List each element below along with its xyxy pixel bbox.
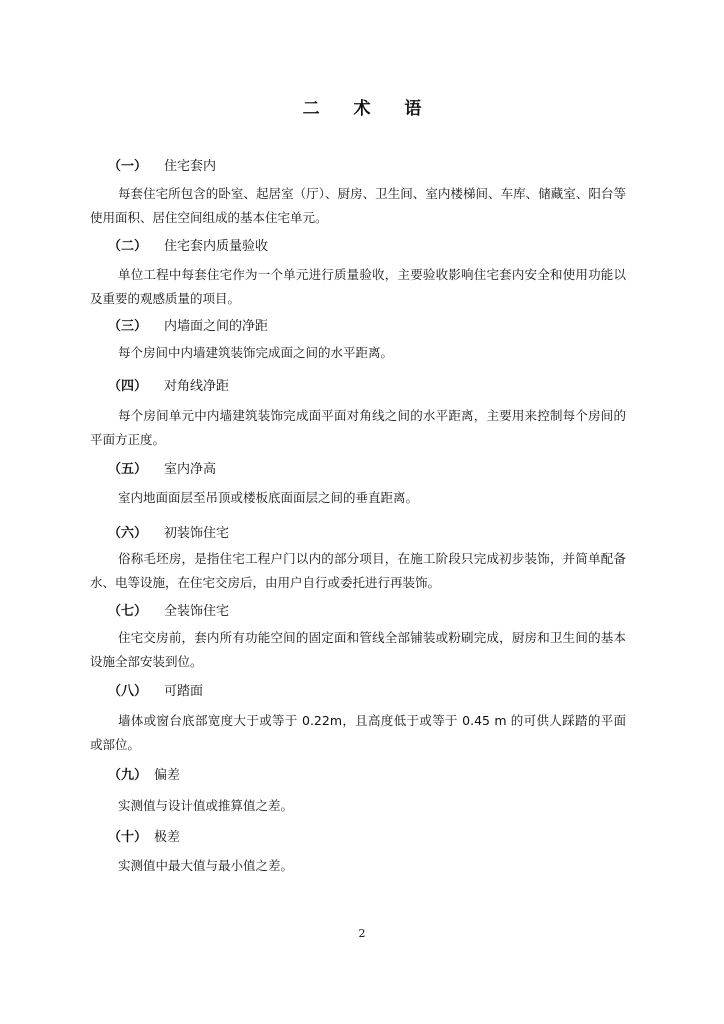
term-name: 可踏面 bbox=[164, 684, 204, 699]
term-name: 住宅套内 bbox=[164, 159, 217, 174]
page-number: 2 bbox=[358, 927, 366, 940]
term-heading-8 bbox=[108, 680, 203, 699]
term-name: 极差 bbox=[154, 830, 181, 845]
term-number: （五） bbox=[108, 462, 148, 477]
term-definition-7: 住宅交房前，套内所有功能空间的固定面和管线全部铺装或粉刷完成，厨房和卫生间的基本设施全部安装到位。 bbox=[90, 630, 626, 669]
term-definition-2: 单位工程中每套住宅作为一个单元进行质量验收，主要验收影响住宅套内安全和使用功能以及重要的观感质量的项目。 bbox=[90, 267, 626, 306]
term-number: （十） bbox=[108, 830, 148, 845]
term-definition-4: 每个房间单元中内墙建筑装饰完成面平面对角线之间的水平距离，主要用来控制每个房间的平面方正度。 bbox=[90, 408, 626, 447]
term-heading-4 bbox=[108, 375, 229, 394]
term-name: 室内净高 bbox=[164, 462, 217, 477]
term-heading-1 bbox=[108, 155, 216, 174]
term-heading-2 bbox=[108, 235, 268, 254]
term-heading-10 bbox=[108, 826, 180, 845]
term-name: 全装饰住宅 bbox=[164, 604, 230, 619]
term-heading-9 bbox=[108, 764, 180, 783]
term-name: 对角线净距 bbox=[164, 379, 230, 394]
term-definition-5: 室内地面面层至吊顶或楼板底面面层之间的垂直距离。 bbox=[118, 490, 419, 505]
term-definition-8: 墙体或窗台底部宽度大于或等于 0.22m，且高度低于或等于 0.45 m 的可供人踩踏的平面或部位。 bbox=[90, 713, 626, 752]
term-definition-3: 每个房间中内墙建筑装饰完成面之间的水平距离。 bbox=[118, 345, 394, 360]
term-definition-1: 每套住宅所包含的卧室、起居室（厅）、厨房、卫生间、室内楼梯间、车库、储藏室、阳台等使用面积、居住空间组成的基本住宅单元。 bbox=[90, 186, 626, 225]
term-heading-7 bbox=[108, 600, 229, 619]
term-definition-6: 俗称毛坯房，是指住宅工程户门以内的部分项目，在施工阶段只完成初步装饰，并简单配备水、电等设施，在住宅交房后，由用户自行或委托进行再装饰。 bbox=[90, 551, 626, 590]
term-number: （一） bbox=[108, 159, 148, 174]
term-number: （四） bbox=[108, 379, 148, 394]
term-number: （七） bbox=[108, 604, 148, 619]
term-number: （二） bbox=[108, 239, 148, 254]
page-title: 二 术 语 bbox=[302, 99, 436, 119]
term-heading-3 bbox=[108, 315, 268, 334]
term-heading-6 bbox=[108, 522, 229, 541]
term-name: 初装饰住宅 bbox=[164, 526, 230, 541]
term-number: （八） bbox=[108, 684, 148, 699]
term-definition-9: 实测值与设计值或推算值之差。 bbox=[118, 798, 294, 813]
term-name: 偏差 bbox=[154, 768, 181, 783]
term-number: （九） bbox=[108, 768, 148, 783]
term-number: （六） bbox=[108, 526, 148, 541]
term-name: 内墙面之间的净距 bbox=[164, 319, 269, 334]
term-name: 住宅套内质量验收 bbox=[164, 239, 269, 254]
term-number: （三） bbox=[108, 319, 148, 334]
term-heading-5 bbox=[108, 458, 216, 477]
term-definition-10: 实测值中最大值与最小值之差。 bbox=[118, 858, 294, 873]
